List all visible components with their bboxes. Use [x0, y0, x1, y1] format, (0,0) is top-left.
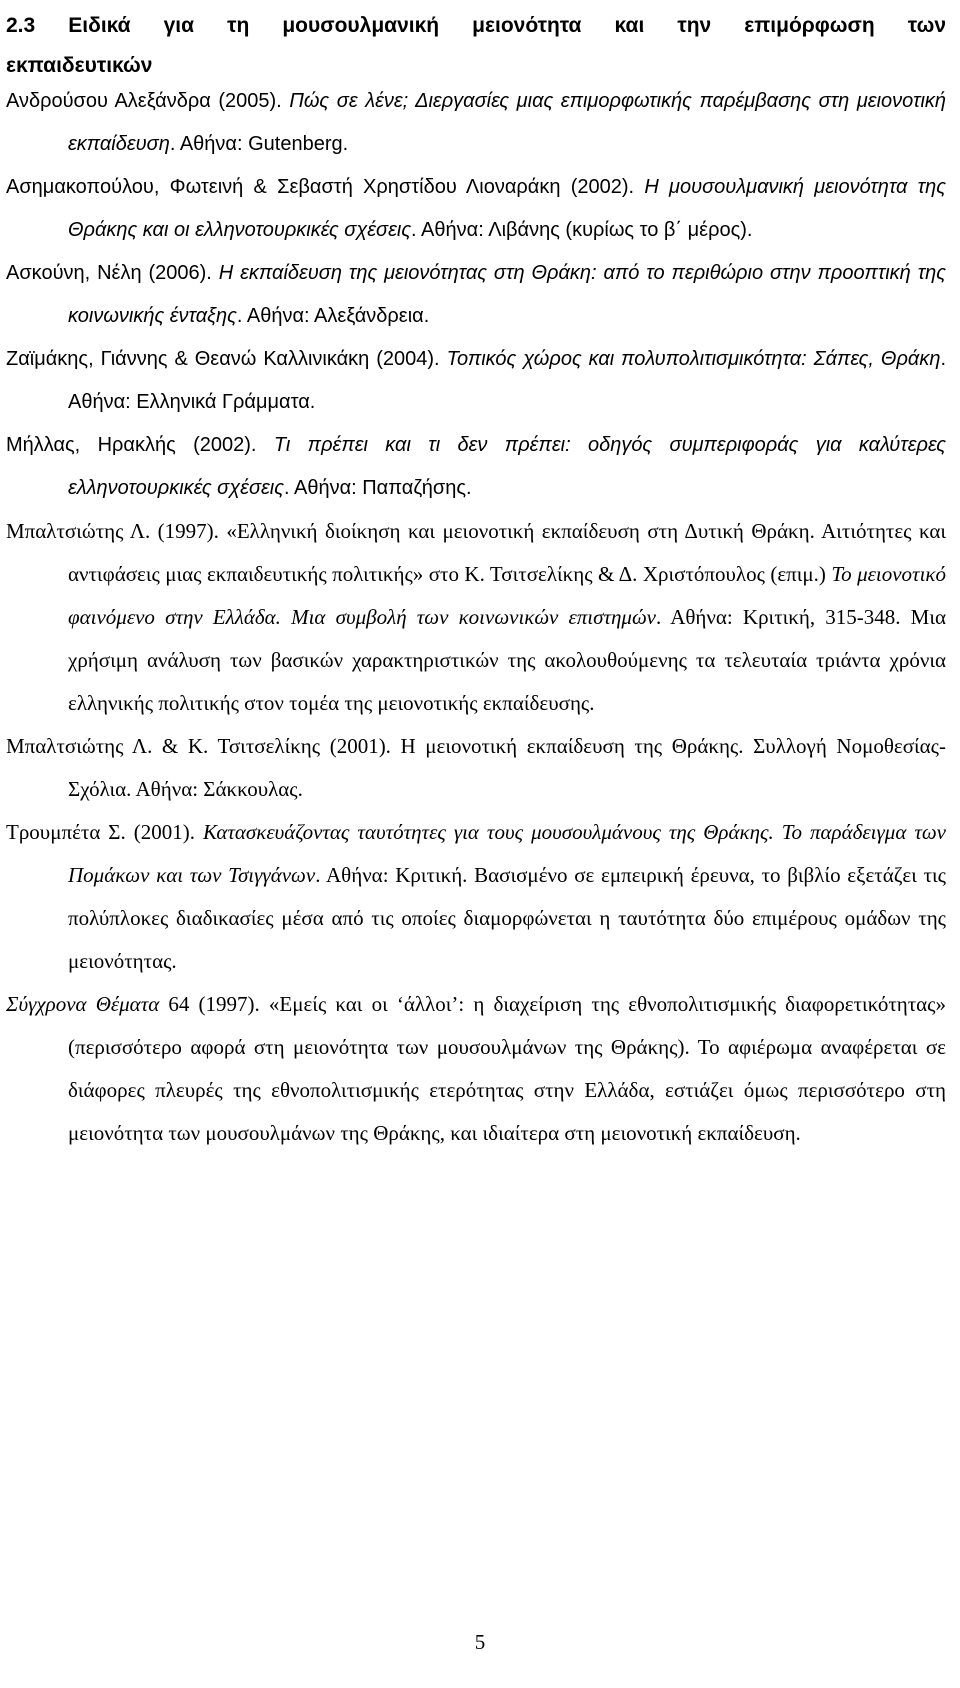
reference-author: Ασημακοπούλου, Φωτεινή & Σεβαστή Χρηστίδου Λιοναράκη (2002). [6, 176, 645, 198]
section-title-line2: εκπαιδευτικών [6, 54, 153, 77]
reference-annotation: . Αθήνα: Κριτική, 315-348. Μια χρήσιμη ανάλυση των βασικών χαρακτηριστικών της ακολουθούμενης τα τελευταία τριάντα χρόνια ελληνικής πολιτικής στον τομέα της μειονοτικής εκπαίδευσης. [68, 605, 946, 715]
reference-title: Τοπικός χώρος και πολυπολιτισμικότητα: Σάπες, Θράκη [446, 348, 941, 370]
reference-title: Η εκπαίδευση της μειονότητας στη Θράκη: από το περιθώριο στην προοπτική της κοινωνικής ένταξης [68, 262, 947, 327]
reference-journal: Σύγχρονα Θέματα [6, 992, 160, 1016]
reference-author: Τρουμπέτα Σ. (2001). [6, 820, 203, 844]
reference-text: Μπαλτσιώτης Λ. (1997). «Ελληνική διοίκηση και μειονοτική εκπαίδευση στη Δυτική Θράκη. Αιτιότητες και αντιφάσεις μιας εκπαιδευτικής πολιτικής» στο Κ. Τσιτσελίκης & Δ. Χριστόπουλος (επιμ.) [6, 519, 946, 586]
reference-text: Μπαλτσιώτης Λ. & Κ. Τσιτσελίκης (2001). Η μειονοτική εκπαίδευση της Θράκης. Συλλογή Νομοθεσίας-Σχόλια. Αθήνα: Σάκκουλας. [6, 734, 946, 801]
reference-title: Η μουσουλμανική μειονότητα της Θράκης και οι ελληνοτουρκικές σχέσεις [68, 176, 946, 241]
reference-item [6, 166, 946, 252]
reference-item [6, 424, 946, 510]
reference-author: Μήλλας, Ηρακλής (2002). [6, 434, 274, 456]
reference-item [6, 725, 946, 811]
section-heading [6, 6, 946, 86]
reference-publisher: . Αθήνα: Ελληνικά Γράμματα. [68, 348, 946, 413]
reference-list [6, 80, 946, 1155]
reference-item [6, 80, 946, 166]
document-page [6, 0, 954, 1688]
reference-author: Ζαϊμάκης, Γιάννης & Θεανώ Καλλινικάκη (2004). [6, 348, 447, 370]
reference-publisher: . Αθήνα: Gutenberg. [169, 133, 349, 155]
reference-title: Κατασκευάζοντας ταυτότητες για τους μουσουλμάνους της Θράκης. Το παράδειγμα των Πομάκων και των Τσιγγάνων [68, 820, 946, 887]
reference-publisher: . Αθήνα: Λιβάνης (κυρίως το β΄ μέρος). [411, 219, 753, 241]
reference-title: Το μειονοτικό φαινόμενο στην Ελλάδα. Μια συμβολή των κοινωνικών επιστημών [68, 562, 946, 629]
reference-author: Ανδρούσου Αλεξάνδρα (2005). [6, 90, 290, 112]
reference-author: Ασκούνη, Νέλη (2006). [6, 262, 219, 284]
reference-item [6, 252, 946, 338]
reference-annotation: . Αθήνα: Κριτική. Βασισμένο σε εμπειρική έρευνα, το βιβλίο εξετάζει τις πολύπλοκες διαδικασίες μέσα από τις οποίες διαμορφώνεται η ταυτότητα δύο επιμέρους ομάδων της μειονότητας. [68, 863, 946, 973]
page-number: 5 [474, 1630, 486, 1654]
reference-annotation: 64 (1997). «Εμείς και οι ‘άλλοι’: η διαχείριση της εθνοπολιτισμικής διαφορετικότητας» (περισσότερο αφορά στη μειονότητα των μουσουλμάνων της Θράκης). Το αφιέρωμα αναφέρεται σε διάφορες πλευρές της εθνοπολιτισμικής ετερότητας στην Ελλάδα, εστιάζει όμως περισσότερο στη μειονότητα των μουσουλμάνων της Θράκης, και ιδιαίτερα στη μειονοτική εκπαίδευση. [68, 992, 947, 1145]
reference-title: Τι πρέπει και τι δεν πρέπει: οδηγός συμπεριφοράς για καλύτερες ελληνοτουρκικές σχέσεις [68, 434, 946, 499]
reference-item [6, 811, 946, 983]
reference-item [6, 983, 946, 1155]
reference-publisher: . Αθήνα: Παπαζήσης. [283, 477, 472, 499]
section-title-line1: 2.3 Ειδικά για τη μουσουλμανική μειονότητα και την επιμόρφωση των [6, 14, 946, 37]
reference-publisher: . Αθήνα: Αλεξάνδρεια. [236, 305, 430, 327]
reference-item [6, 510, 946, 725]
reference-title: Πώς σε λένε; Διεργασίες μιας επιμορφωτικής παρέμβασης στη μειονοτική εκπαίδευση [68, 90, 947, 155]
reference-item [6, 338, 946, 424]
